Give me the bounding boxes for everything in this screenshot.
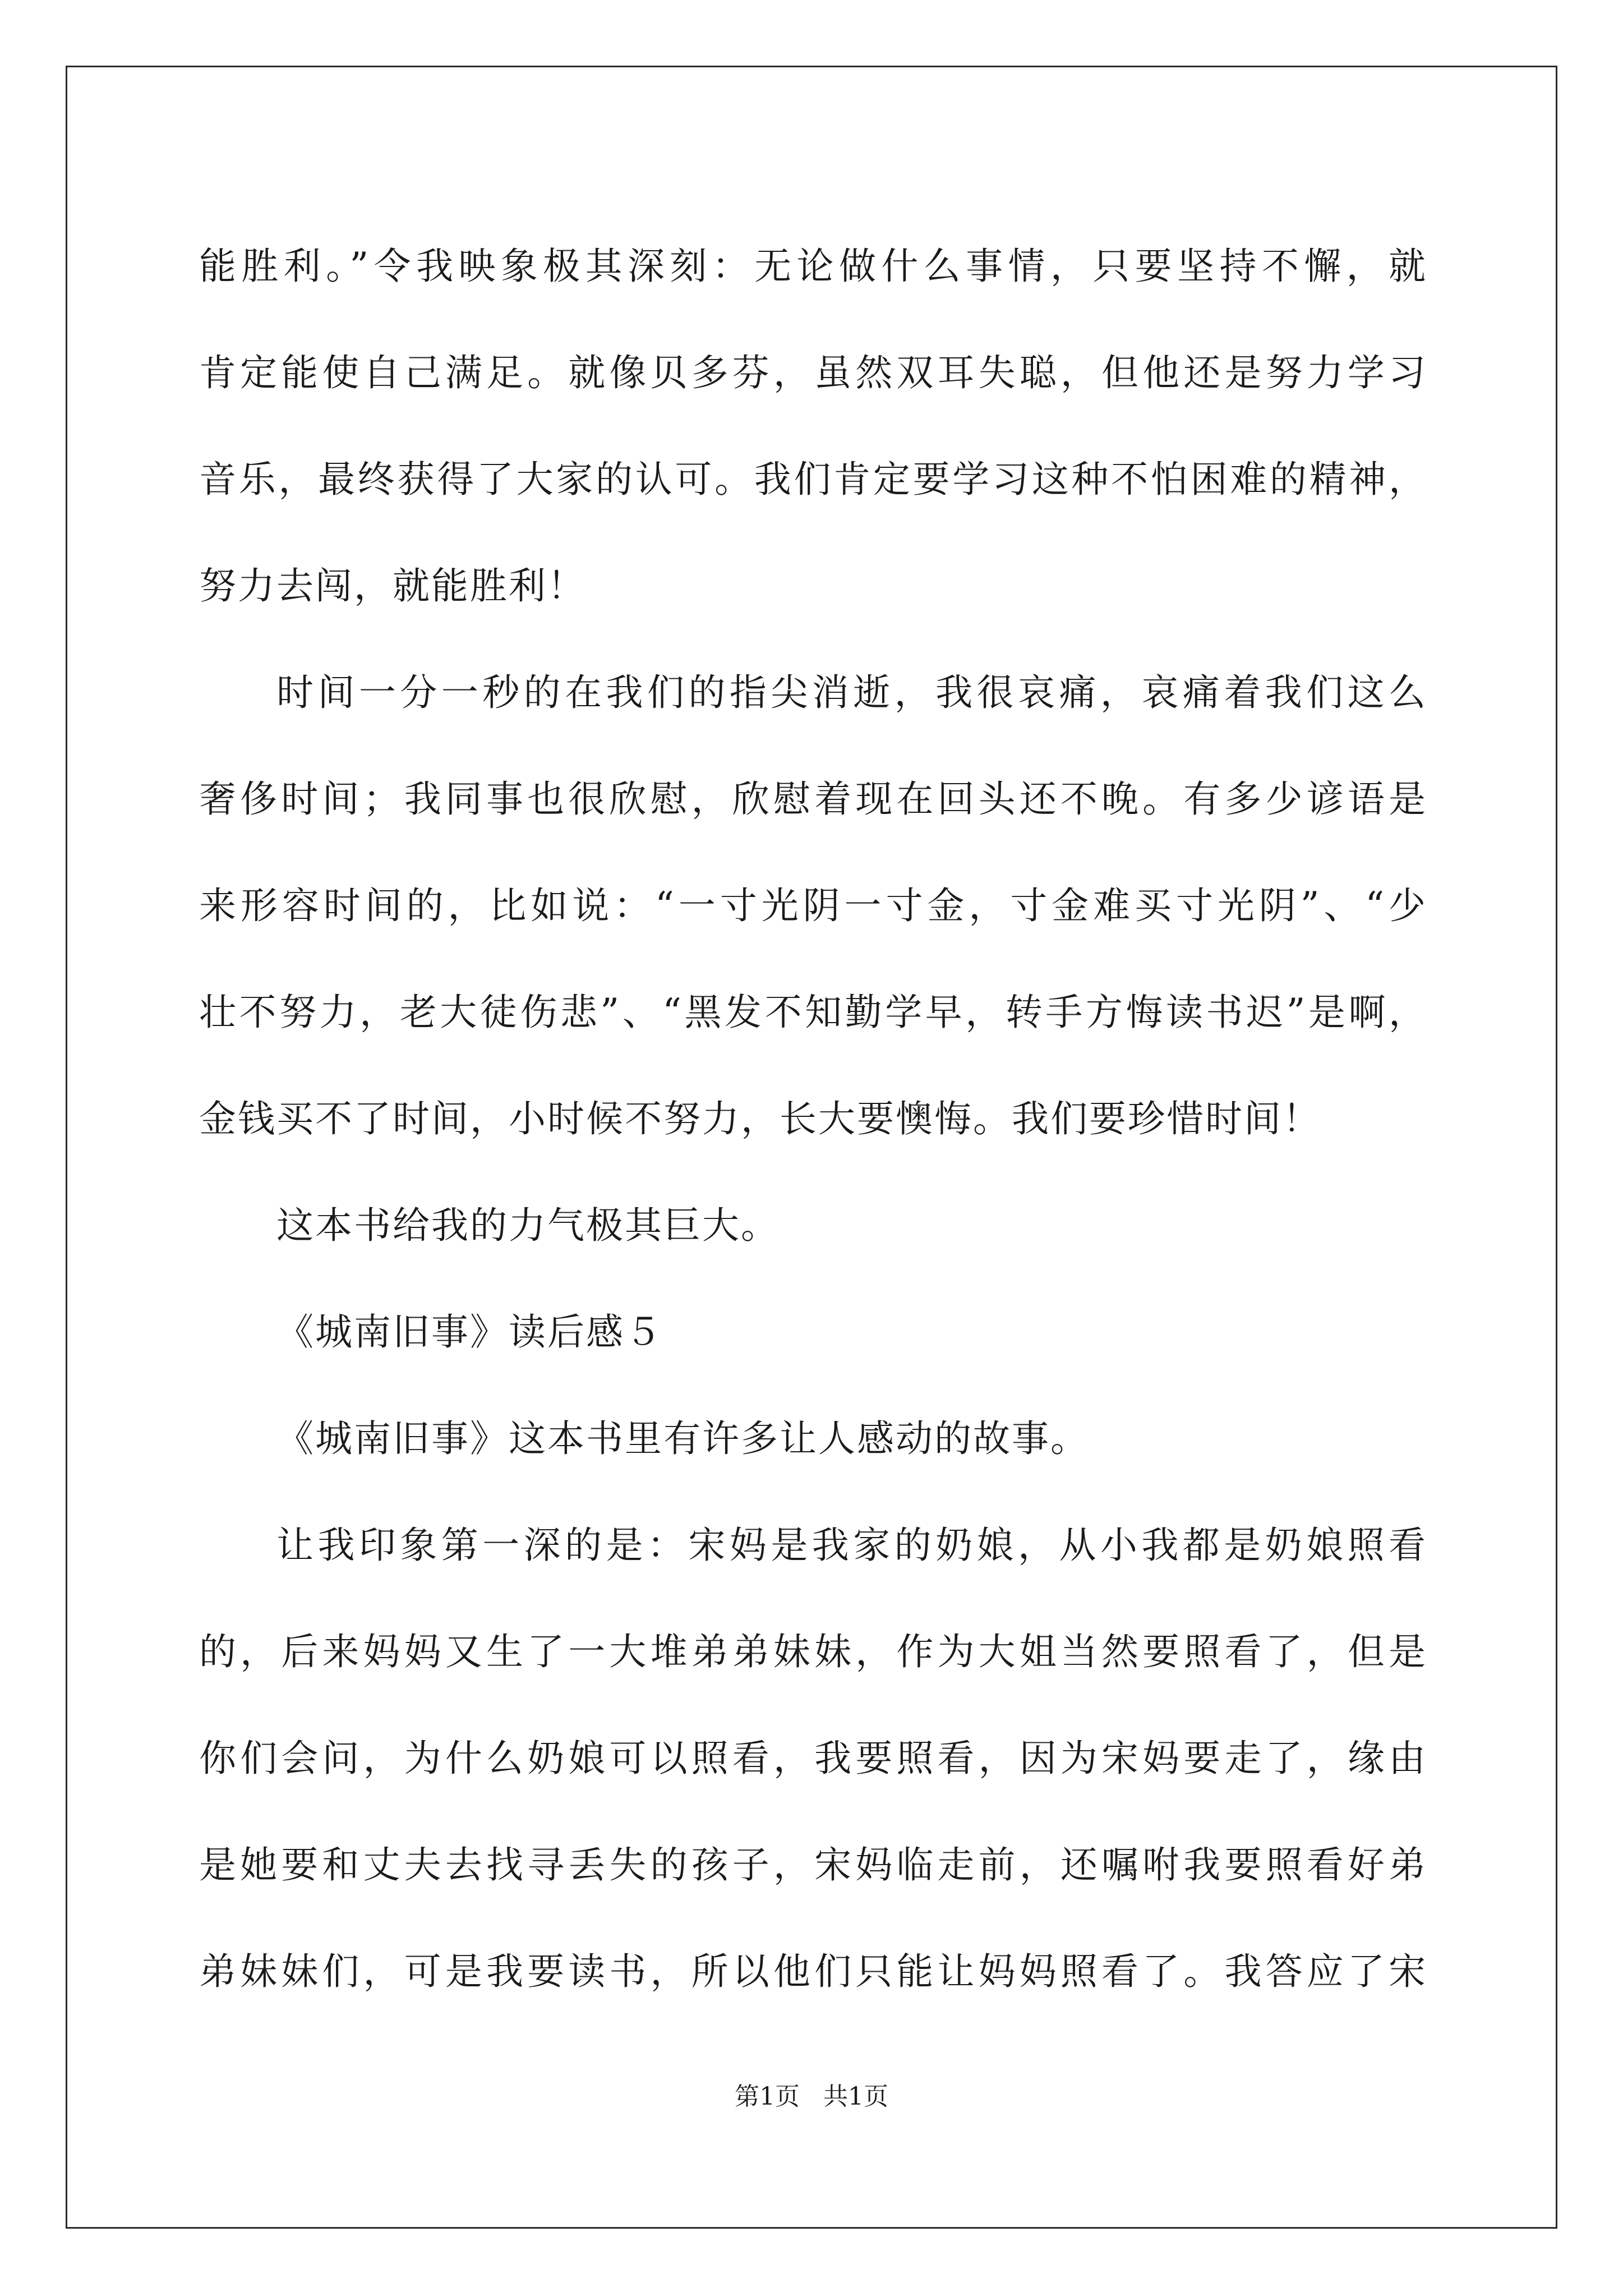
text-line: 奢侈时间；我同事也很欣慰，欣慰着现在回头还不晚。有多少谚语是 <box>199 777 1427 821</box>
paragraph-first-line: 让我印象第一深的是：宋妈是我家的奶娘，从小我都是奶娘照看 <box>276 1524 1427 1567</box>
paragraph-first-line: 这本书给我的力气极其巨大。 <box>276 1204 780 1247</box>
text-line: 弟妹妹们，可是我要读书，所以他们只能让妈妈照看了。我答应了宋 <box>199 1950 1427 1993</box>
text-line: 能胜利。”令我映象极其深刻：无论做什么事情，只要坚持不懈，就 <box>199 245 1427 288</box>
text-line: 来形容时间的，比如说：“一寸光阴一寸金，寸金难买寸光阴”、“少 <box>199 884 1427 927</box>
text-line: 金钱买不了时间，小时候不努力，长大要懊悔。我们要珍惜时间！ <box>199 1097 1321 1140</box>
section-heading: 《城南旧事》读后感５ <box>276 1310 663 1354</box>
paragraph-first-line: 时间一分一秒的在我们的指尖消逝，我很哀痛，哀痛着我们这么 <box>276 671 1427 714</box>
text-line: 肯定能使自己满足。就像贝多芬，虽然双耳失聪，但他还是努力学习 <box>199 351 1427 394</box>
document-body <box>199 213 1427 2025</box>
text-line: 你们会问，为什么奶娘可以照看，我要照看，因为宋妈要走了，缘由 <box>199 1737 1427 1780</box>
text-line: 的，后来妈妈又生了一大堆弟弟妹妹，作为大姐当然要照看了，但是 <box>199 1630 1427 1673</box>
text-line: 努力去闯，就能胜利！ <box>199 564 586 608</box>
paragraph-first-line: 《城南旧事》这本书里有许多让人感动的故事。 <box>276 1417 1089 1460</box>
text-line: 是她要和丈夫去找寻丢失的孩子，宋妈临走前，还嘱咐我要照看好弟 <box>199 1843 1427 1887</box>
text-line: 壮不努力，老大徒伤悲”、“黑发不知勤学早，转手方悔读书迟”是啊， <box>199 991 1427 1034</box>
text-line: 音乐，最终获得了大家的认可。我们肯定要学习这种不怕困难的精神， <box>199 458 1427 501</box>
page-number-footer: 第1页 共1页 <box>735 2082 888 2111</box>
